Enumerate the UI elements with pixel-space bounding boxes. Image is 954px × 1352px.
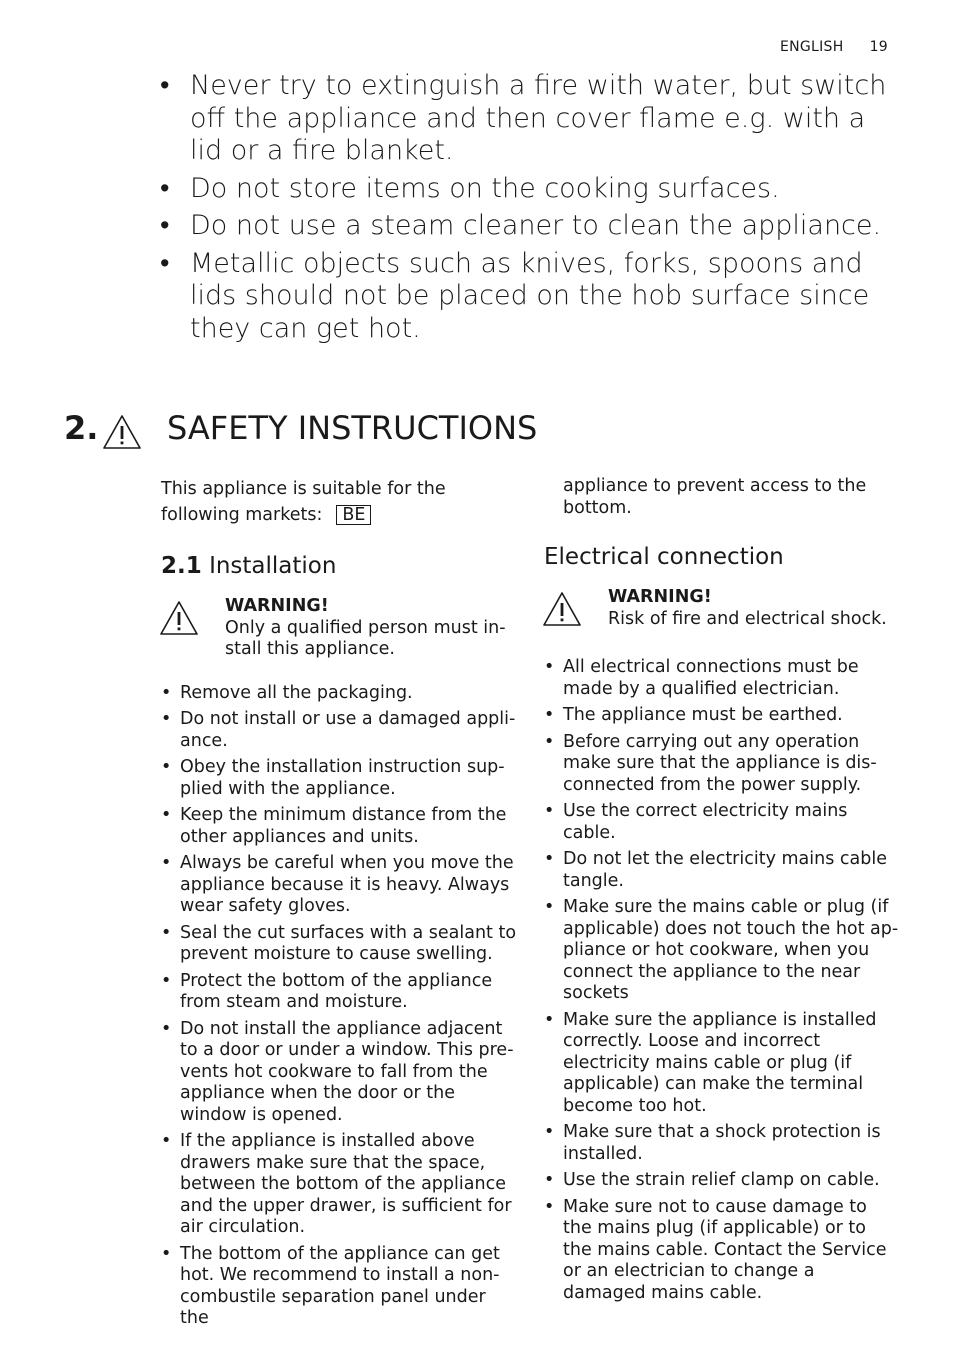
- list-item: • Make sure not to cause damage to the mains plug (if applicable) or to the mains cable. Contact the Service or an electrician to change a damaged mains cable.: [544, 1197, 900, 1305]
- list-item: • Do not install or use a damaged appliance.: [161, 709, 517, 752]
- section-title: SAFETY INSTRUCTIONS: [167, 409, 538, 447]
- list-item: • Keep the minimum distance from the other appliances and units.: [161, 805, 517, 848]
- warning-title: WARNING!: [608, 587, 712, 607]
- installation-warning: [161, 596, 517, 661]
- warning-text: Risk of fire and electrical shock.: [608, 608, 887, 629]
- list-item: • Make sure the appliance is installed correctly. Loose and incorrect electricity mains cable or plug (if applicable) can make the terminal become too hot.: [544, 1010, 900, 1118]
- list-item: • Do not use a steam cleaner to clean the appliance.: [160, 210, 905, 243]
- warning-text: Only a qualified person must install this appliance.: [225, 617, 506, 659]
- electrical-heading: Electrical connection: [544, 544, 784, 570]
- list-item: • Remove all the packaging.: [161, 683, 517, 705]
- list-item: • Use the correct electricity mains cable.: [544, 801, 900, 844]
- list-item: • Never try to extinguish a fire with water, but switch off the appliance and then cover flame e.g. with a lid or a fire blanket.: [160, 70, 905, 168]
- list-item: • Obey the installation instruction supplied with the appliance.: [161, 757, 517, 800]
- installation-heading: 2.1 Installation: [161, 553, 337, 579]
- left-column: [161, 476, 517, 1335]
- list-item: • Make sure that a shock protection is installed.: [544, 1122, 900, 1165]
- list-item: • The bottom of the appliance can get hot. We recommend to install a non-combustile separation panel under the: [161, 1244, 517, 1330]
- installation-list: [161, 683, 517, 1330]
- list-item: • Use the strain relief clamp on cable.: [544, 1170, 900, 1192]
- warning-title: WARNING!: [225, 596, 329, 616]
- page-number: 19: [869, 39, 888, 55]
- list-item: • Protect the bottom of the appliance from steam and moisture.: [161, 971, 517, 1014]
- page-header: [780, 39, 888, 55]
- list-item: • Make sure the mains cable or plug (if applicable) does not touch the hot appliance or hot cookware, when you connect the appliance to the near sockets: [544, 897, 900, 1005]
- list-item: • Before carrying out any operation make sure that the appliance is disconnected from the power supply.: [544, 732, 900, 797]
- list-item: • Do not install the appliance adjacent to a door or under a window. This prevents hot cookware to fall from the appliance when the door or the window is opened.: [161, 1019, 517, 1127]
- warning-triangle-icon: [102, 414, 142, 450]
- section-number: 2.: [64, 409, 99, 447]
- warning-triangle-icon: [542, 591, 582, 627]
- market-badge: BE: [336, 505, 371, 525]
- list-item: • Always be careful when you move the appliance because it is heavy. Always wear safety gloves.: [161, 853, 517, 918]
- right-column: [544, 476, 900, 1309]
- list-item: • The appliance must be earthed.: [544, 705, 900, 727]
- list-item: • Seal the cut surfaces with a sealant to prevent moisture to cause swelling.: [161, 923, 517, 966]
- fire-safety-list: [160, 70, 905, 350]
- warning-triangle-icon: [159, 600, 199, 636]
- list-item: • All electrical connections must be made by a qualified electrician.: [544, 657, 900, 700]
- header-language: ENGLISH: [779, 39, 844, 55]
- intro-text: This appliance is suitable for the following markets: BE: [161, 479, 446, 525]
- list-item: • Do not store items on the cooking surfaces.: [160, 173, 905, 206]
- list-item: • Metallic objects such as knives, forks, spoons and lids should not be placed on the hob surface since they can get hot.: [160, 248, 905, 346]
- continuation-text: appliance to prevent access to the bottom.: [563, 476, 867, 518]
- list-item: • If the appliance is installed above drawers make sure that the space, between the bottom of the appliance and the upper drawer, is sufficient for air circulation.: [161, 1131, 517, 1239]
- list-item: • Do not let the electricity mains cable tangle.: [544, 849, 900, 892]
- electrical-warning: [544, 587, 900, 635]
- electrical-list: [544, 657, 900, 1304]
